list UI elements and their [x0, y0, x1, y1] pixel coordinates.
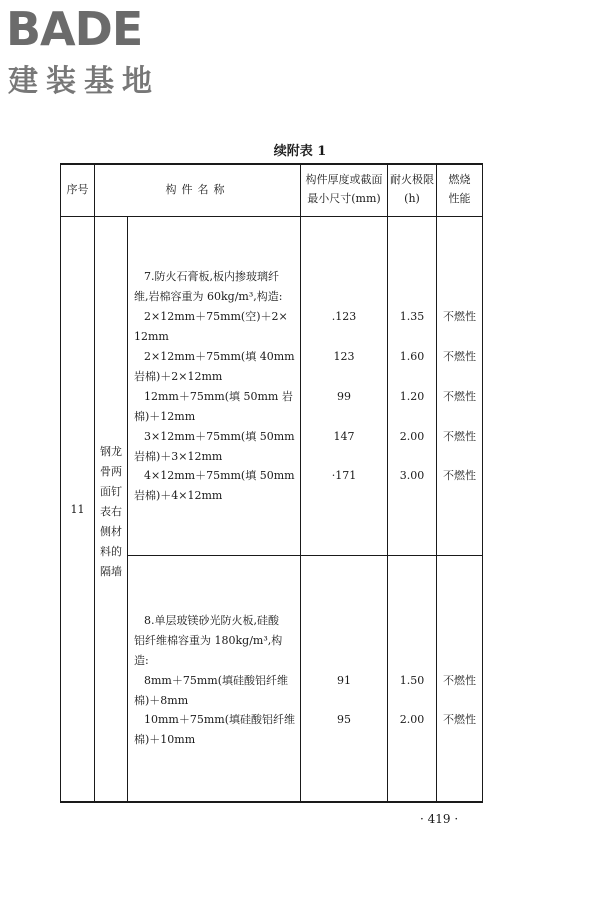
s7-item1-fire: 1.35: [399, 310, 425, 323]
s8-item1-thickness: 91: [337, 674, 351, 687]
category-line-4: 表右: [100, 505, 122, 518]
table-title: 续附表 1: [273, 144, 327, 159]
s7-item2-burn: 不燃性: [443, 350, 476, 363]
header-seq: 序号: [66, 183, 89, 196]
s8-item2-thickness: 95: [337, 713, 351, 726]
s7-item1-thickness: .123: [331, 310, 357, 323]
category-line-3: 面钉: [100, 485, 122, 498]
s7-item5-burn: 不燃性: [443, 469, 476, 482]
s8-item1-burn: 不燃性: [443, 674, 476, 687]
s8-item2-line1: 10mm＋75mm(填硅酸铝纤维: [144, 713, 296, 726]
col-divider-1: [94, 163, 95, 802]
table-header-divider: [60, 216, 483, 217]
header-burn-line2: 性能: [448, 192, 471, 205]
s8-item2-fire: 2.00: [399, 713, 425, 726]
header-thickness-line2: 最小尺寸(mm): [307, 192, 381, 205]
row-seq: 11: [70, 503, 85, 516]
s7-item1-line1: 2×12mm＋75mm(空)＋2×: [144, 310, 288, 323]
table-section-divider: [127, 555, 483, 556]
s7-item2-line2: 岩棉)＋2×12mm: [134, 370, 223, 383]
s7-item5-fire: 3.00: [399, 469, 425, 482]
table-border-right: [482, 163, 483, 802]
table-border-left: [60, 163, 61, 802]
s7-item3-burn: 不燃性: [443, 390, 476, 403]
s7-item2-line1: 2×12mm＋75mm(填 40mm: [144, 350, 295, 363]
s8-item2-burn: 不燃性: [443, 713, 476, 726]
s7-item5-line1: 4×12mm＋75mm(填 50mm: [144, 469, 295, 482]
s7-item4-line1: 3×12mm＋75mm(填 50mm: [144, 430, 295, 443]
s7-item3-fire: 1.20: [399, 390, 425, 403]
logo-subtitle: 建装基地: [8, 64, 160, 99]
header-fire-line1: 耐火极限: [390, 173, 434, 186]
s8-item2-line2: 棉)＋10mm: [134, 733, 196, 746]
s8-item1-line2: 棉)＋8mm: [134, 694, 189, 707]
header-fire-line2: (h): [404, 192, 420, 205]
category-line-6: 料的: [100, 545, 122, 558]
header-thickness-line1: 构件厚度或截面: [305, 173, 383, 186]
s8-item1-line1: 8mm＋75mm(填硅酸铝纤维: [144, 674, 289, 687]
section7-intro-1: 7.防火石膏板,板内掺玻璃纤: [144, 270, 279, 283]
header-burn-line1: 燃烧: [448, 173, 471, 186]
s7-item3-line1: 12mm＋75mm(填 50mm 岩: [144, 390, 293, 403]
s7-item2-thickness: 123: [333, 350, 355, 363]
s7-item3-line2: 棉)＋12mm: [134, 410, 196, 423]
col-divider-2: [127, 216, 128, 802]
section8-intro-2: 铝纤维棉容重为 180kg/m³,构: [134, 634, 283, 647]
category-line-5: 侧材: [100, 525, 122, 538]
section7-intro-2: 维,岩棉容重为 60kg/m³,构造:: [134, 290, 283, 303]
s8-item1-fire: 1.50: [399, 674, 425, 687]
page-number: · 419 ·: [420, 812, 459, 826]
logo-brand: BADE: [6, 2, 143, 56]
s7-item3-thickness: 99: [337, 390, 351, 403]
category-line-7: 隔墙: [100, 565, 122, 578]
section8-intro-3: 造:: [134, 654, 149, 667]
s7-item4-line2: 岩棉)＋3×12mm: [134, 450, 223, 463]
s7-item1-line2: 12mm: [134, 330, 169, 343]
s7-item4-fire: 2.00: [399, 430, 425, 443]
s7-item5-thickness: ·171: [331, 469, 357, 482]
category-line-1: 钢龙: [100, 445, 122, 458]
s7-item5-line2: 岩棉)＋4×12mm: [134, 489, 223, 502]
s7-item4-thickness: 147: [333, 430, 355, 443]
s7-item2-fire: 1.60: [399, 350, 425, 363]
header-name: 构件名称: [165, 183, 230, 196]
s7-item4-burn: 不燃性: [443, 430, 476, 443]
table-border-top: [60, 163, 483, 165]
category-line-2: 骨两: [100, 465, 122, 478]
table-border-bottom: [60, 801, 483, 803]
s7-item1-burn: 不燃性: [443, 310, 476, 323]
section8-intro-1: 8.单层玻镁砂光防火板,硅酸: [144, 614, 279, 627]
